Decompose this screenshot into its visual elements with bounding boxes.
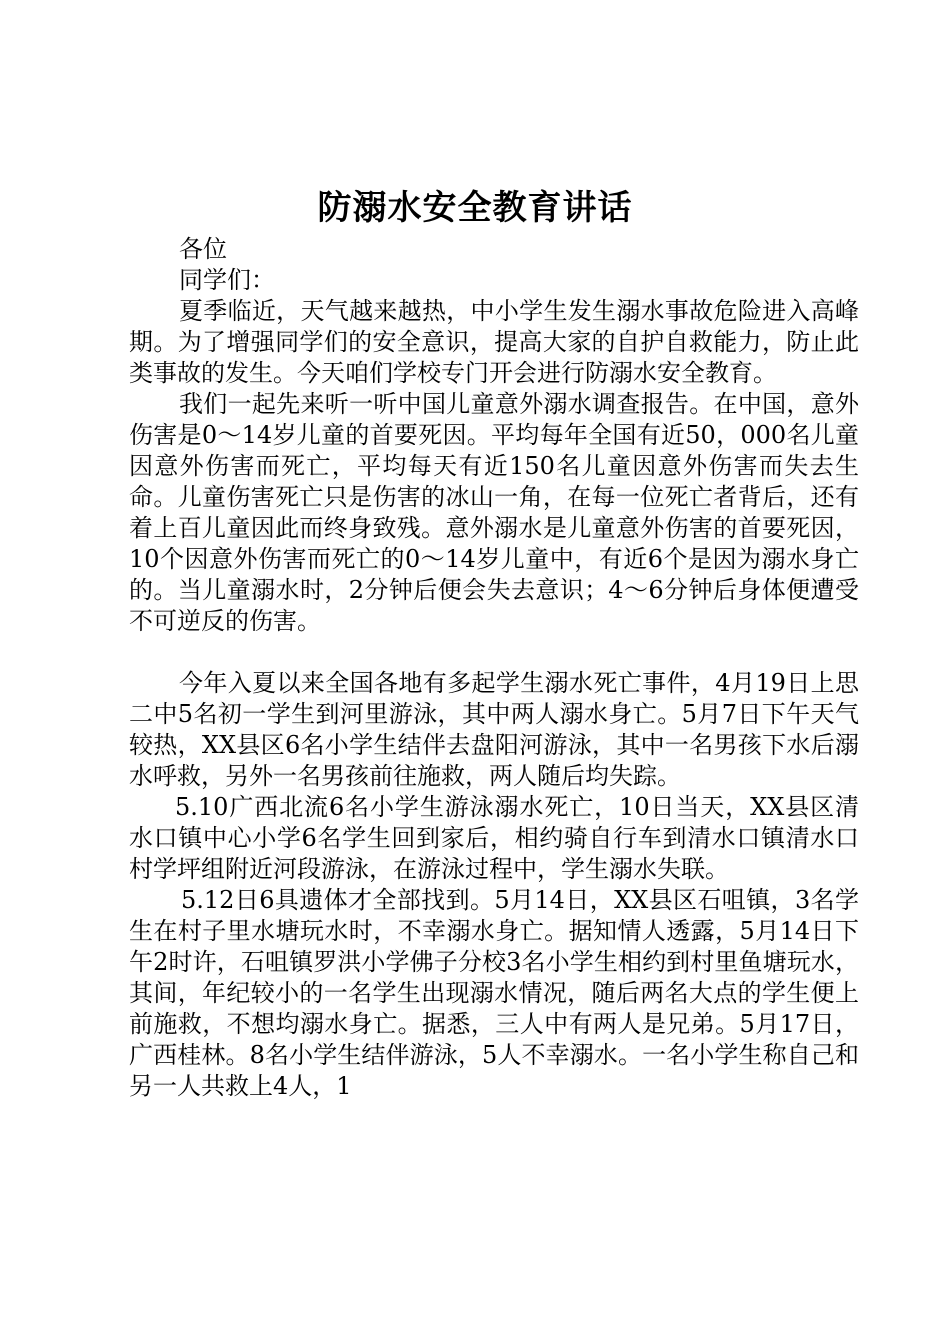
paragraph-report: 我们一起先来听一听中国儿童意外溺水调查报告。在中国，意外伤害是0～14岁儿童的首要死因。平均每年全国有近50，000名儿童因意外伤害而死亡，平均每天有近150名儿童因意外伤害而失去生命。儿童伤害死亡只是伤害的冰山一角，在每一位死亡者背后，还有着上百儿童因此而终身致残。意外溺水是儿童意外伤害的首要死因，10个因意外伤害而死亡的0～14岁儿童中，有近6个是因为溺水身亡的。当儿童溺水时，2分钟后便会失去意识；4～6分钟后身体便遭受不可逆反的伤害。 xyxy=(129,390,859,635)
paragraph-shizui: 5.12日6具遗体才全部找到。5月14日，XX县区石咀镇，3名学生在村子里水塘玩水时，不幸溺水身亡。据知情人透露，5月14日下午2时许，石咀镇罗洪小学佛子分校3名小学生相约到村里鱼塘玩水，其间，年纪较小的一名学生出现溺水情况，随后两名大点的学生便上前施救，不想均溺水身亡。据悉，三人中有两人是兄弟。5月17日，广西桂林。8名小学生结伴游泳，5人不幸溺水。一名小学生称自己和另一人共救上4人，1 xyxy=(129,886,859,1100)
paragraph-intro: 夏季临近，天气越来越热，中小学生发生溺水事故危险进入高峰期。为了增强同学们的安全意识，提高大家的自护自救能力，防止此类事故的发生。今天咱们学校专门开会进行防溺水安全教育。 xyxy=(129,297,859,387)
paragraph-incidents: 今年入夏以来全国各地有多起学生溺水死亡事件，4月19日上思二中5名初一学生到河里游泳，其中两人溺水身亡。5月7日下午天气较热，XX县区6名小学生结伴去盘阳河游泳，其中一名男孩下水后溺水呼救，另外一名男孩前往施救，两人随后均失踪。 xyxy=(129,669,859,790)
document-body xyxy=(129,234,859,1102)
salutation-line-2: 同学们： xyxy=(179,266,275,294)
salutation-line-1: 各位 xyxy=(179,235,227,263)
document-title: 防溺水安全教育讲话 xyxy=(317,188,633,228)
paragraph-beiliu: 5.10广西北流6名小学生游泳溺水死亡，10日当天，XX县区清水口镇中心小学6名学生回到家后，相约骑自行车到清水口镇清水口村学坪组附近河段游泳，在游泳过程中，学生溺水失联。 xyxy=(129,793,859,883)
